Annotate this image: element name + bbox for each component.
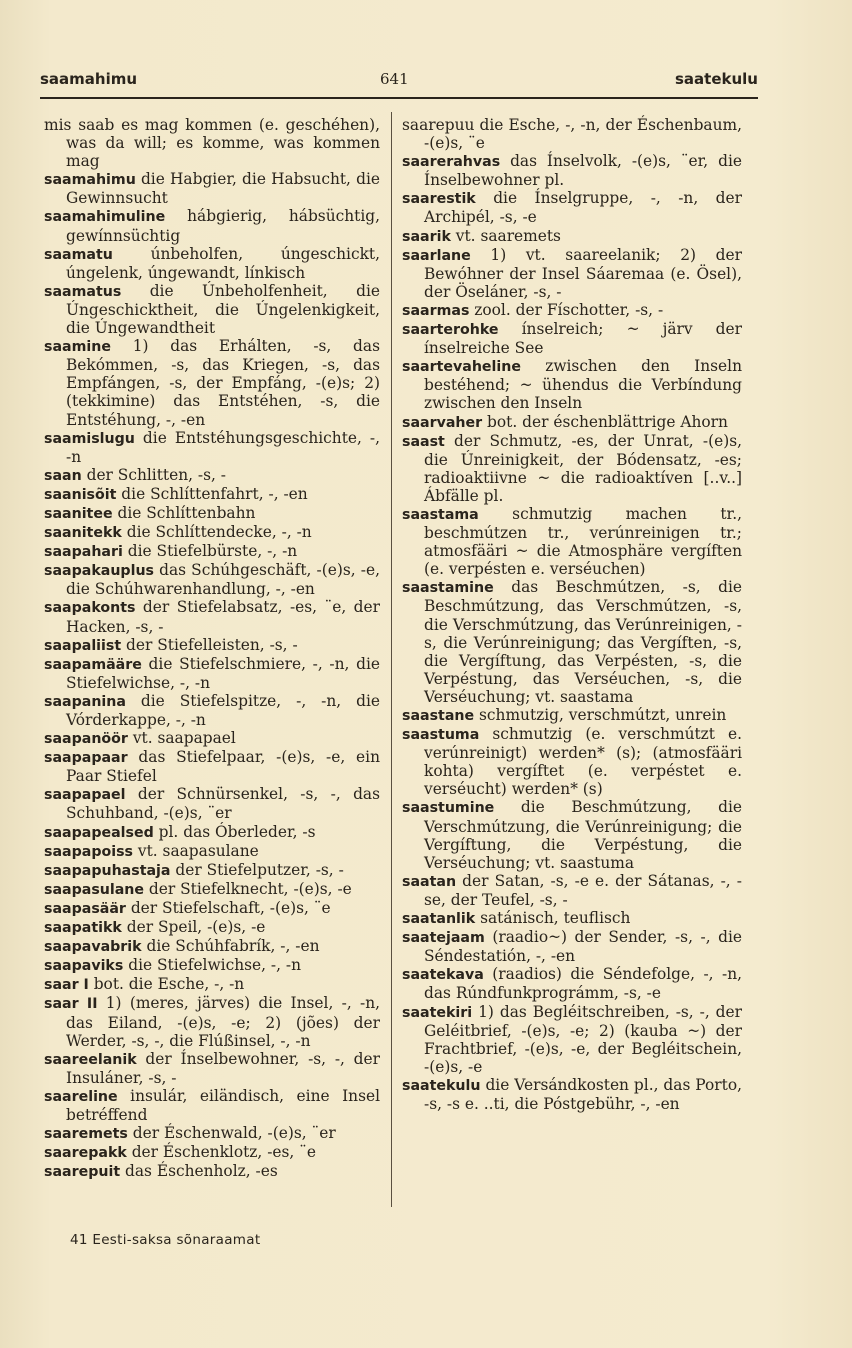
dictionary-entry	[402, 357, 742, 412]
entry-headword: saamislugu	[44, 430, 135, 447]
entry-definition: der Stiefelputzer, -s, -	[170, 860, 344, 879]
dictionary-entry	[44, 1087, 380, 1124]
entry-definition: die Versándkosten pl., das Porto, -s, -s e. ..ti, die Póstgebühr, -, -en	[424, 1075, 742, 1113]
dictionary-entry	[44, 466, 380, 485]
dictionary-entry	[44, 485, 380, 504]
dictionary-entry	[402, 189, 742, 226]
entry-headword: saarlane	[402, 247, 471, 264]
entry-definition: 1) (meres, järves) die Insel, -, -n, das Eiland, -(e)s, -e; 2) (jões) der Werder, -s, -, die Flúßinsel, -, -n	[66, 994, 380, 1050]
entry-headword: saapaliist	[44, 637, 122, 654]
dictionary-entry	[402, 706, 742, 725]
entry-headword: saarvaher	[402, 414, 483, 431]
entry-definition: der Schnürsenkel, -s, -, das Schuhband, -(e)s, ¨er	[66, 785, 380, 823]
entry-definition: die Schlíttenfahrt, -, -en	[116, 484, 308, 503]
entry-headword: saarmas	[402, 302, 470, 319]
dictionary-entry	[44, 692, 380, 729]
dictionary-entry	[402, 116, 742, 152]
entry-definition: die Ínselgruppe, -, -n, der Archipél, -s, -e	[424, 189, 742, 227]
entry-headword: saapapealsed	[44, 824, 154, 841]
entry-headword: saapanöör	[44, 731, 128, 748]
entry-headword: saaremets	[44, 1126, 128, 1143]
entry-definition: der Ínselbewohner, -s, -, der Insuláner, -s, -	[66, 1049, 380, 1087]
dictionary-entry	[44, 994, 380, 1049]
entry-headword: saar I	[44, 977, 89, 994]
entry-headword: saapatikk	[44, 920, 122, 937]
dictionary-entry	[44, 785, 380, 822]
entry-definition: vt. saaremets	[450, 226, 561, 245]
header-right-guideword: saatekulu	[675, 70, 758, 88]
entry-definition: únbeholfen, úngeschickt, úngelenk, úngewandt, línkisch	[66, 244, 380, 282]
entry-headword: saatekava	[402, 967, 484, 984]
dictionary-entry	[402, 909, 742, 928]
dictionary-entry	[44, 170, 380, 207]
entry-definition: der Speil, -(e)s, -e	[121, 918, 266, 937]
entry-definition: der Satan, -s, -e e. der Sátanas, -, -se, der Teufel, -s, -	[424, 871, 742, 909]
entry-headword: saamahimuline	[44, 209, 166, 226]
entry-headword: saapasäär	[44, 900, 126, 917]
entry-definition: schmutzig machen tr., beschmútzen tr., verúnreinigen tr.; atmosfääri ~ die Atmosphäre vergíften (e. verpésten e. verséuchen)	[424, 504, 742, 579]
dictionary-entry	[44, 899, 380, 918]
dictionary-entry	[44, 523, 380, 542]
dictionary-entry	[402, 725, 742, 798]
dictionary-entry	[402, 928, 742, 965]
entry-headword: saatekulu	[402, 1077, 481, 1094]
entry-definition: die Stiefelwichse, -, -n	[123, 956, 301, 975]
entry-headword: saarepakk	[44, 1145, 127, 1162]
entry-definition: 1) das Begléitschreiben, -s, -, der Geléitbrief, -(e)s, -e; 2) (kauba ~) der Frachtbrief, -(e)s, -e, der Begléitschein, -(e)s, -e	[424, 1002, 742, 1076]
entry-headword: saareline	[44, 1088, 118, 1105]
entry-definition: die Beschmútzung, die Verschmútzung, die Verúnreinigung; die Vergíftung, die Verpéstung, die Verséuchung; vt. saastuma	[424, 798, 742, 872]
entry-definition: der Stiefelschaft, -(e)s, ¨e	[125, 898, 331, 917]
dictionary-entry	[44, 861, 380, 880]
entry-definition: der Éschenklotz, -es, ¨e	[126, 1143, 316, 1162]
dictionary-entry	[44, 207, 380, 244]
dictionary-entry	[44, 975, 380, 994]
entry-headword: saastuma	[402, 727, 480, 744]
dictionary-entry	[44, 429, 380, 466]
entry-definition: das Stiefelpaar, -(e)s, -e, ein Paar Stiefel	[66, 748, 380, 786]
entry-definition: die Stiefelbürste, -, -n	[122, 542, 298, 561]
dictionary-entry	[402, 798, 742, 871]
dictionary-entry	[44, 748, 380, 785]
dictionary-entry	[44, 937, 380, 956]
entry-definition: der Stiefelabsatz, -es, ¨e, der Hacken, -s, -	[66, 598, 380, 636]
entry-headword: saastane	[402, 708, 475, 724]
page-header	[40, 70, 758, 94]
dictionary-entry	[402, 1076, 742, 1113]
entry-headword: saast	[402, 433, 445, 450]
entry-definition: die Stiefelschmiere, -, -n, die Stiefelwichse, -, -n	[66, 654, 380, 692]
dictionary-entry	[402, 505, 742, 578]
entry-definition: (raadio~) der Sender, -s, -, die Séndestatión, -, -en	[424, 928, 742, 966]
entry-headword: saar II	[44, 996, 98, 1013]
entry-definition: der Stiefelknecht, -(e)s, -e	[144, 879, 352, 898]
entry-headword: saapaviks	[44, 958, 124, 975]
entry-definition: der Schlitten, -s, -	[81, 465, 226, 484]
entry-headword: saanitee	[44, 505, 113, 522]
dictionary-entry	[44, 956, 380, 975]
dictionary-entry	[44, 504, 380, 523]
entry-headword: saartevaheline	[402, 359, 521, 376]
entry-headword: saatanlik	[402, 911, 476, 928]
entry-headword: saapakonts	[44, 600, 136, 617]
entry-headword: saarepuit	[44, 1164, 121, 1181]
entry-headword: saatekiri	[402, 1004, 473, 1021]
entry-definition: vt. saapasulane	[132, 841, 259, 860]
entry-headword: saanitekk	[44, 525, 122, 542]
entry-definition: die Únbeholfenheit, die Úngeschicktheit, die Úngelenkigkeit, die Úngewandtheit	[66, 281, 380, 338]
entry-headword: saastamine	[402, 580, 494, 597]
right-column	[402, 116, 742, 1113]
entry-definition: das Éschenholz, -es	[120, 1162, 278, 1181]
entry-headword: saatejaam	[402, 930, 485, 947]
dictionary-entry	[402, 227, 742, 246]
entry-definition: bot. der éschenblättrige Ahorn	[482, 412, 728, 431]
dictionary-entry	[44, 1124, 380, 1143]
entry-headword: saareelanik	[44, 1051, 137, 1068]
entry-headword: saapavabrik	[44, 939, 142, 956]
entry-headword: saapahari	[44, 544, 123, 561]
entry-headword: saarestik	[402, 191, 476, 208]
entry-headword: saastama	[402, 506, 479, 523]
entry-definition: mis saab es mag kommen (e. geschéhen), was da will; es komme, was kommen mag	[44, 116, 380, 171]
entry-headword: saapakauplus	[44, 563, 154, 580]
entry-definition: schmutzig, verschmútzt, unrein	[474, 706, 727, 724]
entry-definition: das Schúhgeschäft, -(e)s, -e, die Schúhwarenhandlung, -, -en	[66, 561, 380, 599]
header-left-guideword: saamahimu	[40, 70, 138, 88]
entry-definition: zool. der Físchotter, -s, -	[469, 300, 664, 319]
entry-headword: saarerahvas	[402, 154, 501, 171]
entry-definition: saarepuu die Esche, -, -n, der Éschenbaum, -(e)s, ¨e	[402, 116, 742, 153]
dictionary-entry	[44, 1162, 380, 1181]
entry-headword: saan	[44, 467, 82, 484]
entry-headword: saatan	[402, 873, 457, 890]
dictionary-entry	[44, 337, 380, 428]
dictionary-entry	[402, 246, 742, 301]
entry-definition: bot. die Esche, -, -n	[88, 975, 245, 994]
dictionary-entry	[402, 301, 742, 320]
entry-headword: saamine	[44, 339, 111, 356]
dictionary-entry	[44, 282, 380, 337]
entry-definition: hábgierig, hábsüchtig, gewínnsüchtig	[66, 207, 380, 245]
entry-headword: saapapoiss	[44, 843, 133, 860]
entry-definition: 1) vt. saareelanik; 2) der Bewóhner der Insel Sáaremaa (e. Ösel), der Öseláner, -s, -	[424, 245, 742, 301]
dictionary-entry	[402, 1003, 742, 1076]
entry-headword: saanisõit	[44, 486, 117, 503]
entry-definition: die Schúhfabrík, -, -en	[141, 937, 320, 956]
entry-headword: saamahimu	[44, 172, 136, 189]
left-column	[44, 116, 380, 1181]
dictionary-entry	[44, 598, 380, 635]
dictionary-entry	[44, 880, 380, 899]
column-divider	[391, 112, 392, 1207]
entry-definition: die Entstéhungsgeschichte, -, -n	[66, 428, 380, 466]
entry-headword: saapamääre	[44, 656, 142, 673]
dictionary-entry	[44, 655, 380, 692]
entry-definition: die Habgier, die Habsucht, die Gewinnsucht	[66, 170, 380, 208]
entry-definition: die Stiefelspitze, -, -n, die Vórderkappe, -, -n	[66, 691, 380, 729]
dictionary-entry	[44, 1050, 380, 1087]
header-rule	[40, 97, 758, 99]
dictionary-entry	[402, 578, 742, 706]
dictionary-entry	[402, 965, 742, 1002]
entry-definition: der Stiefelleisten, -s, -	[121, 635, 298, 654]
entry-definition: das Beschmútzen, -s, die Beschmútzung, das Verschmútzen, -s, die Verschmútzung, das Verúnreinigen, -s, die Verúnreinigung; das Vergíften, -s, die Vergíftung, das Verpésten, -s, die Verpéstung, das Verséuchen, -s, die Verséuchung; vt. saastama	[424, 578, 742, 706]
entry-definition: ínselreich; ~ järv der ínselreiche See	[424, 320, 742, 358]
entry-headword: saamatus	[44, 283, 122, 300]
entry-headword: saamatu	[44, 246, 113, 263]
dictionary-entry	[44, 116, 380, 170]
dictionary-entry	[44, 918, 380, 937]
dictionary-entry	[44, 823, 380, 842]
dictionary-entry	[44, 542, 380, 561]
entry-headword: saarik	[402, 228, 451, 245]
dictionary-entry	[44, 842, 380, 861]
entry-definition: die Schlíttenbahn	[112, 503, 256, 522]
dictionary-entry	[44, 1143, 380, 1162]
dictionary-entry	[44, 561, 380, 598]
page-footer: 41 Eesti-saksa sõnaraamat	[70, 1232, 261, 1248]
entry-definition: pl. das Óberleder, -s	[153, 822, 316, 841]
dictionary-entry	[402, 872, 742, 909]
entry-definition: insulár, eiländisch, eine Insel betréffend	[66, 1086, 380, 1124]
entry-definition: satánisch, teuflisch	[475, 909, 631, 928]
dictionary-entry	[402, 413, 742, 432]
entry-definition: das Ínselvolk, -(e)s, ¨er, die Ínselbewohner pl.	[424, 152, 742, 190]
entry-definition: schmutzig (e. verschmútzt e. verúnreinigt) werden* (s); (atmosfääri kohta) vergíftet (e. verpéstet e. verséucht) werden* (s)	[424, 725, 742, 799]
entry-definition: der Éschenwald, -(e)s, ¨er	[127, 1124, 336, 1143]
entry-definition: zwischen den Inseln bestéhend; ~ ühendus die Verbíndung zwischen den Inseln	[424, 357, 742, 413]
dictionary-entry	[44, 729, 380, 748]
entry-headword: saapanina	[44, 693, 126, 710]
entry-headword: saarterohke	[402, 322, 499, 339]
entry-definition: die Schlíttendecke, -, -n	[121, 523, 312, 542]
dictionary-entry	[402, 432, 742, 505]
entry-headword: saapapaar	[44, 750, 128, 767]
dictionary-entry	[402, 152, 742, 189]
entry-headword: saapapuhastaja	[44, 862, 171, 879]
dictionary-entry	[402, 320, 742, 357]
entry-headword: saapasulane	[44, 881, 145, 898]
page-number: 641	[380, 70, 409, 88]
entry-headword: saastumine	[402, 800, 495, 817]
dictionary-entry	[44, 636, 380, 655]
dictionary-entry	[44, 245, 380, 282]
entry-definition: 1) das Erhálten, -s, das Bekómmen, -s, das Kriegen, -s, das Empfángen, -s, der Empfáng, -(e)s; 2) (tekkimine) das Entstéhen, -s, die Entstéhung, -, -en	[66, 337, 380, 429]
entry-headword: saapapael	[44, 787, 126, 804]
entry-definition: vt. saapapael	[127, 729, 236, 748]
entry-definition: (raadios) die Séndefolge, -, -n, das Rúndfunkprográmm, -s, -e	[424, 965, 742, 1003]
entry-definition: der Schmutz, -es, der Unrat, -(e)s, die Únreinigkeit, der Bódensatz, -es; radioaktiivne ~ die radioaktíven [..v..] Ábfälle pl.	[424, 431, 742, 505]
